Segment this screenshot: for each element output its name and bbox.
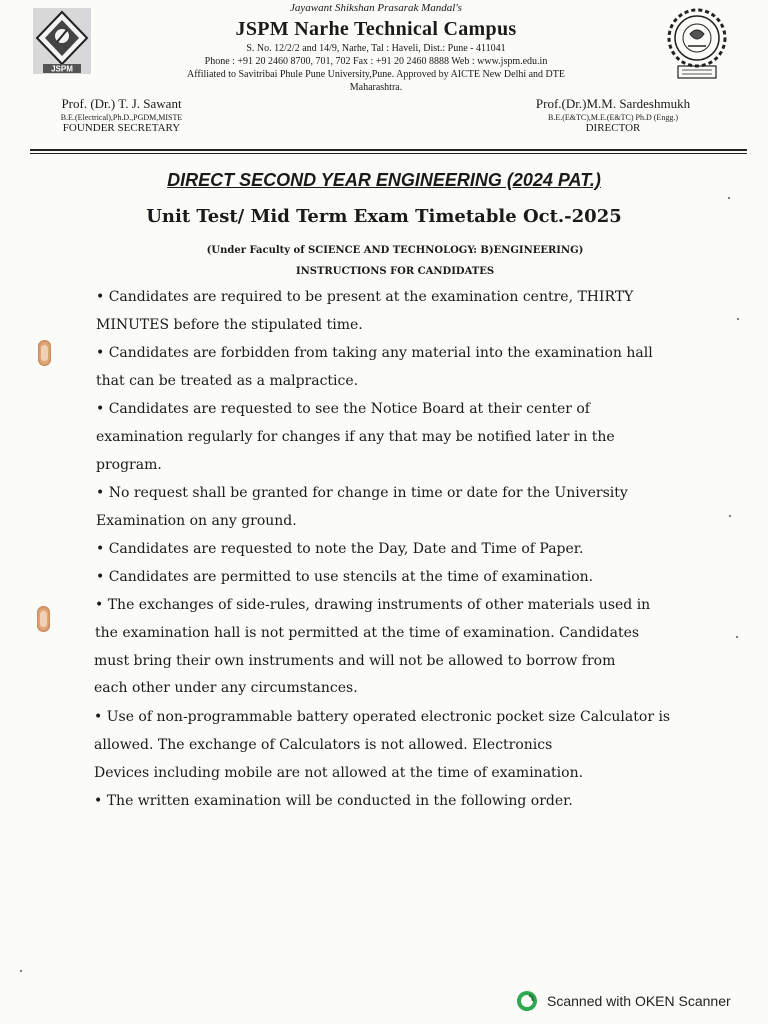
notice-subtitle: Unit Test/ Mid Term Exam Timetable Oct.-2025 [146,206,622,227]
campus-contact: Phone : +91 20 2460 8700, 701, 702 Fax : +91 20 2460 8888 Web : www.jspm.edu.in [204,56,548,67]
instruction-line: • The exchanges of side-rules, drawing instruments of other materials used in [95,597,651,613]
instruction-line: program. [96,457,162,473]
instruction-line: • The written examination will be conducted in the following order. [94,793,573,809]
scan-speck [729,515,731,517]
punch-hole-bottom [37,606,50,632]
instruction-line: examination regularly for changes if any that may be notified later in the [96,429,615,445]
founder-role: FOUNDER SECRETARY [62,122,181,134]
founder-secretary-block [34,96,209,134]
director-qualification: B.E.(E&TC),M.E.(E&TC) Ph.D (Engg.) [548,113,678,122]
instruction-line: each other under any circumstances. [94,680,358,696]
scan-speck [728,197,730,199]
instruction-line: • Use of non-programmable battery operated electronic pocket size Calculator is [94,709,671,725]
instruction-line: MINUTES before the stipulated time. [96,317,363,333]
affiliation-line-1: Affiliated to Savitribai Phule Pune University,Pune. Approved by AICTE New Delhi and DTE [187,69,565,80]
director-role: DIRECTOR [585,122,641,134]
founder-name: Prof. (Dr.) T. J. Sawant [61,96,182,111]
campus-name: JSPM Narhe Technical Campus [235,18,517,40]
scanner-watermark [516,990,731,1012]
affiliation-line-2: Maharashtra. [349,82,403,93]
header-divider-thin [30,153,747,154]
instruction-line: the examination hall is not permitted at the time of examination. Candidates [95,625,640,641]
director-block [510,96,716,134]
instruction-line: • Candidates are forbidden from taking any material into the examination hall [96,345,653,361]
instruction-line: • No request shall be granted for change in time or date for the University [96,485,628,501]
punch-hole-top [38,340,51,366]
society-name: Jayawant Shikshan Prasarak Mandal's [290,2,462,14]
instruction-line: Examination on any ground. [96,513,297,529]
scan-speck [20,970,22,972]
narhe-campus-emblem-right [664,4,730,82]
faculty-line: (Under Faculty of SCIENCE AND TECHNOLOGY: B)ENGINEERING) [206,245,584,256]
notice-title: DIRECT SECOND YEAR ENGINEERING (2024 PAT.) [167,170,601,190]
scan-speck [736,636,738,638]
instruction-line: that can be treated as a malpractice. [96,373,359,389]
instruction-line: • Candidates are requested to see the Notice Board at their center of [96,401,590,417]
oken-scanner-icon [516,990,538,1012]
founder-qualification: B.E.(Electrical),Ph.D.,PGDM,MISTE [60,113,183,122]
scanner-label: Scanned with OKEN Scanner [547,993,731,1009]
instruction-line: Devices including mobile are not allowed at the time of examination. [94,765,584,781]
instruction-line: • Candidates are requested to note the Day, Date and Time of Paper. [96,541,584,557]
header-divider-thick [30,149,747,151]
logo-left-label: JSPM [51,64,73,74]
instructions-heading: INSTRUCTIONS FOR CANDIDATES [295,266,495,277]
scan-speck [737,318,739,320]
jspm-logo-left [33,8,91,74]
campus-address: S. No. 12/2/2 and 14/9, Narhe, Tal : Haveli, Dist.: Pune - 411041 [246,43,506,54]
director-name: Prof.(Dr.)M.M. Sardeshmukh [535,96,691,111]
instruction-line: allowed. The exchange of Calculators is not allowed. Electronics [94,737,553,753]
instruction-line: • Candidates are permitted to use stencils at the time of examination. [96,569,594,585]
instruction-line: must bring their own instruments and will not be allowed to borrow from [94,653,616,669]
instruction-line: • Candidates are required to be present at the examination centre, THIRTY [96,289,634,305]
